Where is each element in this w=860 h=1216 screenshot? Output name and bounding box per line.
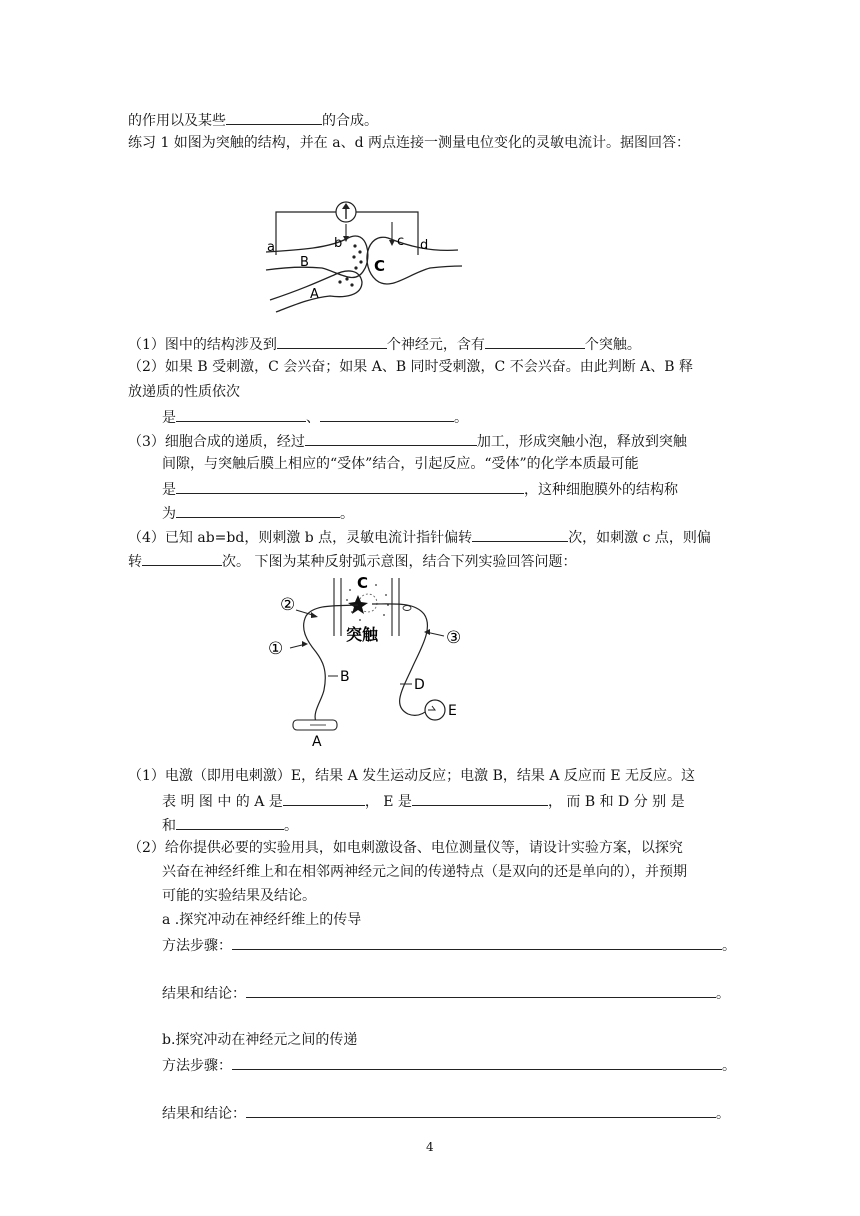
part-b-method-label: 方法步骤： [162, 1058, 232, 1074]
q3-text-b: 加工，形成突触小泡，释放到突触 [476, 434, 687, 450]
fig2-label-B: B [340, 669, 350, 685]
part-a-result-end: 。 [716, 986, 730, 1002]
part-b-result [162, 1103, 730, 1123]
q1-text-c: 个突触。 [584, 337, 641, 353]
q4-text-c: 转 [128, 554, 142, 570]
r1-text-c: ， 而 B 和 D 分 别 是 [547, 794, 685, 810]
label-b: b [334, 236, 343, 251]
q1-text-a: （1）图中的结构涉及到 [128, 337, 277, 353]
top-line-text-a: 的作用以及某些 [128, 113, 226, 129]
q2-sep: 、 [306, 410, 320, 426]
q1-text-b: 个神经元，含有 [386, 337, 485, 353]
page-number: 4 [426, 1140, 434, 1154]
part-a-result-label: 结果和结论： [162, 986, 246, 1002]
r1-text-d: 和 [162, 818, 176, 834]
q4-text-b: 次，如刺激 c 点，则偏 [568, 530, 711, 546]
exercise1-intro: 练习 1 如图为突触的结构，并在 a、d 两点连接一测量电位变化的灵敏电流计。据图回答： [128, 135, 691, 151]
q2-end: 。 [454, 410, 468, 426]
blank-r1-3 [176, 815, 284, 830]
label-B: B [300, 255, 309, 270]
part-a-title: a .探究冲动在神经纤维上的传导 [162, 912, 362, 928]
r1-text-b: ， E 是 [364, 794, 412, 810]
top-line-text-b: 的合成。 [322, 113, 378, 129]
r2-line1: （2）给你提供必要的实验用具，如电刺激设备、电位测量仪等，请设计实验方案，以探究 [128, 840, 683, 856]
sensory-neuron-path [304, 605, 358, 722]
fig2-label-2: ② [280, 595, 296, 615]
q3-text-e: 为 [162, 506, 176, 522]
r2-line3: 可能的实验结果及结论。 [162, 888, 316, 904]
blank-r1-1 [283, 791, 365, 806]
blank-part-a-method [232, 935, 722, 950]
part-b-result-end: 。 [716, 1106, 730, 1122]
fig2-label-A: A [312, 734, 322, 750]
part-b-title: b.探究冲动在神经元之间的传递 [162, 1032, 358, 1048]
part-b-method [162, 1055, 736, 1075]
blank-r1-2 [412, 791, 548, 806]
label-c: c [397, 234, 405, 249]
q3-text-d: ，这种细胞膜外的结构称 [524, 482, 678, 498]
label-A: A [310, 287, 319, 302]
fig2-label-C: C [357, 574, 369, 592]
blank-part-a-result [246, 983, 716, 998]
q4-text-d: 次。 下图为某种反射弧示意图，结合下列实验回答问题： [222, 554, 577, 570]
r1-line1: （1）电激（即用电刺激）E，结果 A 发生运动反应；电激 B，结果 A 反应而 E 无反应。这 [128, 768, 696, 784]
fig2-label-1: ① [268, 639, 284, 659]
part-a-method-label: 方法步骤： [162, 938, 232, 954]
r1-text-a: 表 明 图 中 的 A 是 [162, 794, 283, 810]
label-C: C [374, 257, 386, 275]
q3-text-f: 。 [340, 506, 354, 522]
part-a-result [162, 983, 730, 1003]
label-d: d [420, 238, 429, 253]
q4-text-a: （4）已知 ab=bd，则刺激 b 点，灵敏电流计指针偏转 [128, 530, 473, 546]
q3-text-c: 是 [162, 482, 176, 498]
blank-part-b-result [246, 1103, 716, 1118]
fig2-label-synapse: 突触 [346, 625, 379, 644]
r2-line2: 兴奋在神经纤维上和在相邻两神经元之间的传递特点（是双向的还是单向的），并预期 [162, 864, 687, 880]
r1-text-e: 。 [284, 818, 298, 834]
fig2-label-E: E [448, 703, 457, 719]
part-a-method [162, 935, 736, 955]
q2-line2: 放递质的性质依次 [128, 384, 240, 400]
r1-line2 [162, 791, 685, 811]
label-a: a [267, 240, 275, 255]
motor-neuron-path [372, 604, 430, 715]
q2-text-a: 是 [162, 410, 176, 426]
q3-text-a: （3）细胞合成的递质，经过 [128, 434, 305, 450]
blank-part-b-method [232, 1055, 722, 1070]
q3-line2: 间隙，与突触后膜上相应的“受体”结合，引起反应。“受体”的化学本质最可能 [162, 456, 639, 472]
part-b-method-end: 。 [722, 1058, 736, 1074]
r1-line3 [162, 815, 298, 835]
fig2-label-D: D [414, 677, 425, 693]
fig2-label-3: ③ [446, 628, 462, 648]
q2-line1: （2）如果 B 受刺激，C 会兴奋；如果 A、B 同时受刺激，C 不会兴奋。由此判断 A、B 释 [128, 359, 694, 375]
part-b-result-label: 结果和结论： [162, 1106, 246, 1122]
part-a-method-end: 。 [722, 938, 736, 954]
